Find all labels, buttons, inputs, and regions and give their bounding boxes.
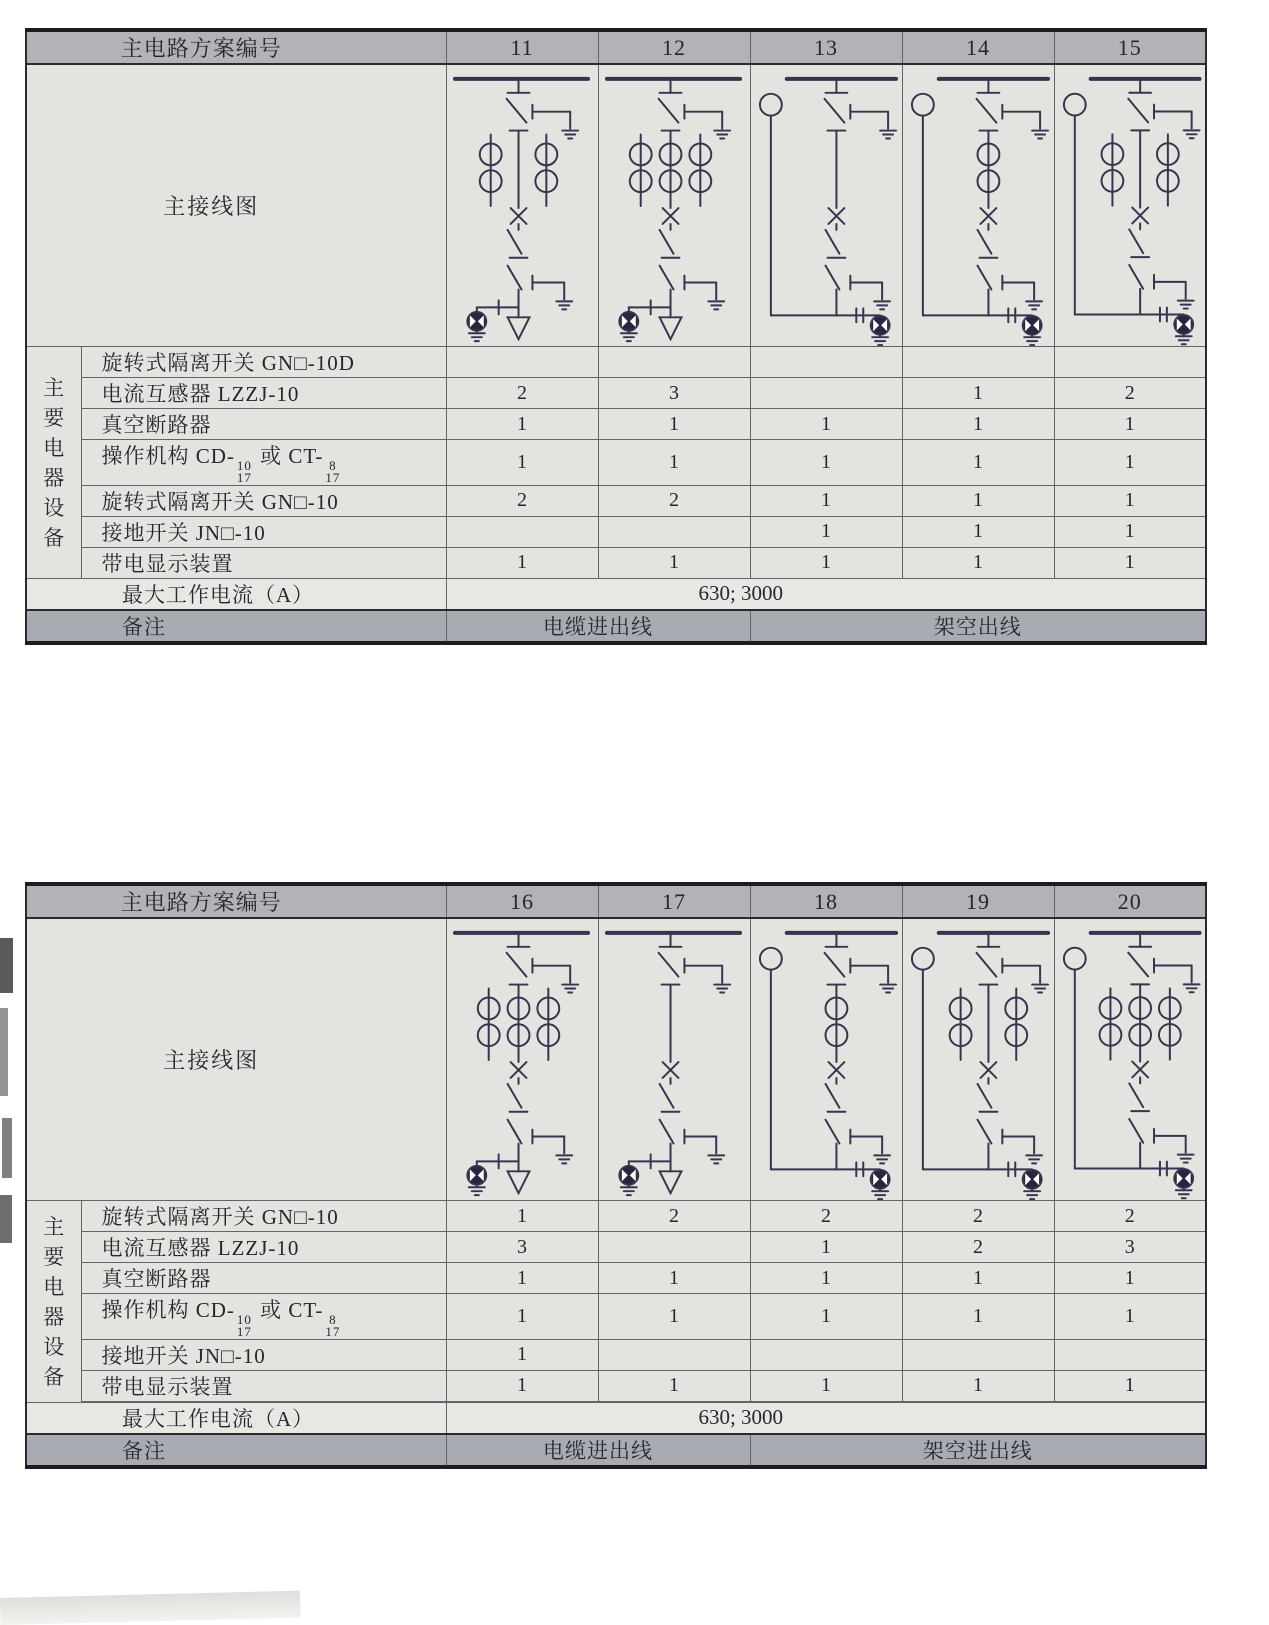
equipment-row [26,1201,1206,1232]
max-current-label: 最大工作电流（A） [26,1402,446,1434]
scheme-table-16-20-container [25,882,1207,1469]
equipment-count-cell: 1 [446,547,598,578]
equipment-count-cell: 1 [598,1370,750,1401]
one-line-diagram-overhead-1ct [751,919,902,1200]
equipment-count-cell: 2 [598,485,750,516]
equipment-count-cell [902,1339,1054,1370]
scan-edge-artifact [2,1118,12,1178]
diagram-row-label: 主接线图 [26,918,446,1201]
scheme-number-header-row [26,884,1206,918]
equipment-count-cell: 1 [902,440,1054,486]
equipment-count-cell: 1 [446,1339,598,1370]
wiring-diagram-scheme-15 [1054,64,1206,347]
scheme-number-12: 12 [598,30,750,64]
equipment-count-cell: 1 [446,1370,598,1401]
wiring-diagram-scheme-12 [598,64,750,347]
equipment-count-cell [598,1339,750,1370]
equipment-count-cell: 1 [902,378,1054,409]
equipment-count-cell: 1 [598,409,750,440]
equipment-count-cell: 1 [1054,485,1206,516]
equipment-count-cell: 1 [446,409,598,440]
equipment-count-cell: 1 [750,1370,902,1401]
equipment-row-label: 真空断路器 [81,409,446,440]
equipment-count-cell: 3 [446,1232,598,1263]
equipment-count-cell [446,347,598,378]
scan-edge-artifact [0,938,13,993]
note-value: 架空出线 [750,610,1206,643]
equipment-row-label: 真空断路器 [81,1263,446,1294]
equipment-count-cell: 1 [598,1294,750,1340]
wiring-diagram-scheme-13 [750,64,902,347]
equipment-count-cell: 1 [750,547,902,578]
equipment-count-cell: 1 [1054,409,1206,440]
header-scheme-number-label: 主电路方案编号 [26,30,446,64]
scan-edge-artifact [0,1008,8,1096]
equipment-count-cell: 2 [1054,378,1206,409]
vertical-group-label-text: 主 要 电 器 设 备 [43,376,65,551]
equipment-count-cell [902,347,1054,378]
equipment-row-label: 旋转式隔离开关 GN□-10 [81,485,446,516]
one-line-diagram-overhead-2ct [1055,65,1206,345]
max-current-label: 最大工作电流（A） [26,578,446,610]
equipment-row [26,1370,1206,1401]
equipment-count-cell [750,1339,902,1370]
equipment-count-cell: 1 [446,440,598,486]
equipment-row-label: 操作机构 CD- 10 17 或 CT- 8 17 [81,440,446,486]
stacked-fraction: 10 17 [236,1312,252,1340]
wiring-diagram-scheme-14 [902,64,1054,347]
equipment-count-cell: 1 [446,1201,598,1232]
equipment-count-cell: 1 [598,440,750,486]
diagram-row-label: 主接线图 [26,64,446,347]
equipment-count-cell: 2 [446,378,598,409]
stacked-fraction: 8 17 [325,1312,341,1340]
vertical-group-label-text: 主 要 电 器 设 备 [43,1215,65,1390]
one-line-diagram-cable-3ct [447,919,598,1200]
equipment-count-cell: 1 [750,516,902,547]
header-scheme-number-label: 主电路方案编号 [26,884,446,918]
equipment-count-cell: 1 [902,1294,1054,1340]
one-line-diagram-overhead-2ct [903,919,1054,1200]
scheme-number-13: 13 [750,30,902,64]
equipment-count-cell: 1 [1054,1370,1206,1401]
note-label: 备注 [26,610,446,643]
scheme-number-15: 15 [1054,30,1206,64]
equipment-row [26,1232,1206,1263]
equipment-count-cell: 1 [750,1294,902,1340]
equipment-count-cell [750,378,902,409]
equipment-count-cell: 2 [750,1201,902,1232]
scheme-table-16-20 [25,882,1207,1469]
main-wiring-diagram-row [26,64,1206,347]
equipment-row-label: 操作机构 CD- 10 17 或 CT- 8 17 [81,1294,446,1340]
one-line-diagram-cable-3ct [599,65,750,346]
equipment-count-cell: 2 [1054,1201,1206,1232]
equipment-row [26,1339,1206,1370]
equipment-row [26,516,1206,547]
scheme-number-19: 19 [902,884,1054,918]
equipment-count-cell: 1 [902,485,1054,516]
equipment-count-cell: 1 [1054,516,1206,547]
equipment-count-cell: 1 [902,547,1054,578]
equipment-count-cell: 1 [902,516,1054,547]
equipment-row [26,409,1206,440]
one-line-diagram-overhead-1ct [903,65,1054,346]
equipment-row-label: 接地开关 JN□-10 [81,516,446,547]
wiring-diagram-scheme-16 [446,918,598,1201]
equipment-row-label: 带电显示装置 [81,547,446,578]
scheme-number-11: 11 [446,30,598,64]
equipment-count-cell [598,516,750,547]
one-line-diagram-overhead-0ct [751,65,902,346]
note-label: 备注 [26,1434,446,1467]
equipment-count-cell [1054,1339,1206,1370]
wiring-diagram-scheme-20 [1054,918,1206,1201]
equipment-count-cell: 1 [1054,1263,1206,1294]
wiring-diagram-scheme-19 [902,918,1054,1201]
equipment-group-label [26,347,81,579]
equipment-count-cell: 1 [446,1263,598,1294]
equipment-count-cell [1054,347,1206,378]
note-value: 架空进出线 [750,1434,1206,1467]
equipment-count-cell: 1 [598,547,750,578]
wiring-diagram-scheme-18 [750,918,902,1201]
wiring-diagram-scheme-17 [598,918,750,1201]
equipment-group-label [26,1201,81,1403]
equipment-count-cell: 1 [750,440,902,486]
equipment-count-cell: 2 [902,1232,1054,1263]
equipment-row [26,378,1206,409]
equipment-count-cell: 2 [446,485,598,516]
equipment-row-label: 带电显示装置 [81,1370,446,1401]
wiring-diagram-scheme-11 [446,64,598,347]
equipment-row [26,347,1206,378]
equipment-row-label: 旋转式隔离开关 GN□-10 [81,1201,446,1232]
scan-edge-artifact [0,1195,12,1243]
note-row [26,610,1206,643]
stacked-fraction: 8 17 [325,458,341,486]
scheme-number-20: 20 [1054,884,1206,918]
equipment-count-cell: 1 [750,1232,902,1263]
scheme-number-16: 16 [446,884,598,918]
equipment-count-cell [598,1232,750,1263]
note-row [26,1434,1206,1467]
equipment-row-label: 电流互感器 LZZJ-10 [81,1232,446,1263]
equipment-row [26,440,1206,486]
max-current-row [26,1402,1206,1434]
equipment-count-cell [750,347,902,378]
equipment-row-label: 接地开关 JN□-10 [81,1339,446,1370]
one-line-diagram-overhead-3ct [1055,919,1206,1199]
main-wiring-diagram-row [26,918,1206,1201]
equipment-count-cell: 1 [598,1263,750,1294]
equipment-row [26,1294,1206,1340]
note-value: 电缆进出线 [446,1434,750,1467]
scheme-number-header-row [26,30,1206,64]
equipment-count-cell: 2 [902,1201,1054,1232]
scheme-number-14: 14 [902,30,1054,64]
equipment-count-cell: 3 [598,378,750,409]
equipment-count-cell [598,347,750,378]
scan-bottom-shadow [0,1591,301,1625]
scheme-table-11-15 [25,28,1207,645]
equipment-count-cell: 1 [750,409,902,440]
equipment-count-cell [446,516,598,547]
equipment-count-cell: 1 [446,1294,598,1340]
equipment-count-cell: 1 [902,1263,1054,1294]
equipment-count-cell: 1 [750,485,902,516]
scheme-table-11-15-container [25,28,1207,645]
one-line-diagram-cable-2ct [447,65,598,346]
equipment-row [26,485,1206,516]
equipment-row-label: 电流互感器 LZZJ-10 [81,378,446,409]
max-current-row [26,578,1206,610]
note-value: 电缆进出线 [446,610,750,643]
equipment-count-cell: 1 [1054,440,1206,486]
equipment-count-cell: 1 [1054,1294,1206,1340]
equipment-count-cell: 1 [750,1263,902,1294]
equipment-count-cell: 2 [598,1201,750,1232]
max-current-value: 630; 3000 [446,1402,1206,1434]
stacked-fraction: 10 17 [236,458,252,486]
equipment-count-cell: 1 [902,409,1054,440]
equipment-count-cell: 1 [902,1370,1054,1401]
equipment-count-cell: 1 [1054,547,1206,578]
max-current-value: 630; 3000 [446,578,1206,610]
equipment-row-label: 旋转式隔离开关 GN□-10D [81,347,446,378]
equipment-row [26,547,1206,578]
scheme-number-18: 18 [750,884,902,918]
one-line-diagram-cable-0ct [599,919,750,1200]
equipment-row [26,1263,1206,1294]
equipment-count-cell: 3 [1054,1232,1206,1263]
scheme-number-17: 17 [598,884,750,918]
